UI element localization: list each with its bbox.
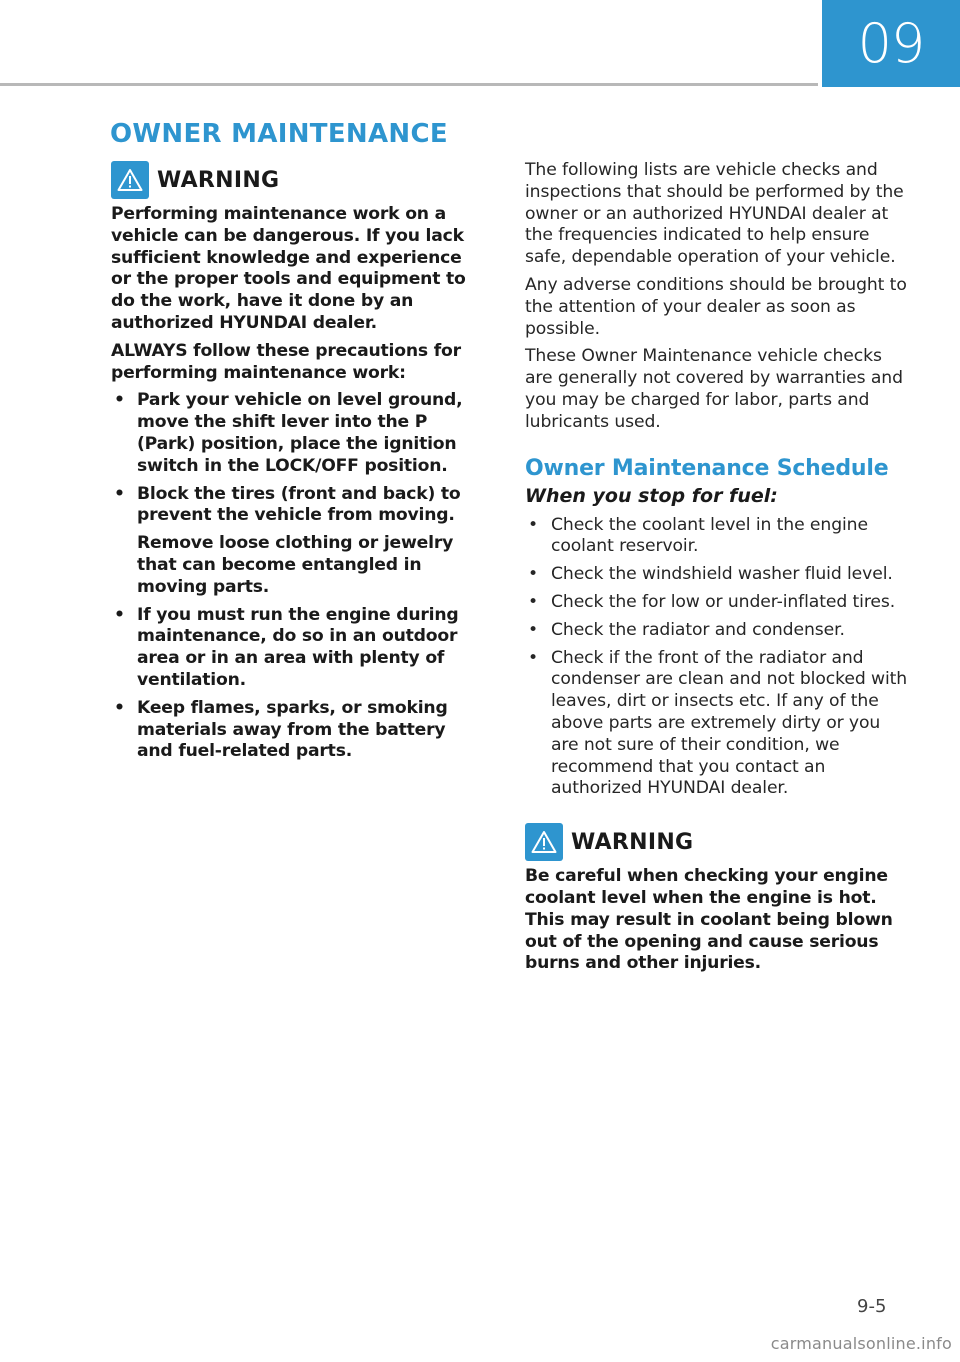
page-number: 9-5 (857, 1296, 887, 1317)
chapter-tab: 09 (822, 0, 960, 87)
list-item-text: Park your vehicle on level ground, move the shift lever into the P (Park) position, place the ignition switch in the LOCK/OFF position. (137, 390, 463, 476)
adverse-conditions-paragraph: Any adverse conditions should be brought to the attention of your dealer as soon as possible. (525, 274, 907, 339)
warning-intro: Performing maintenance work on a vehicle can be dangerous. If you lack sufficient knowledge and experience or the proper tools and equipment to do the work, have it done by an authorized HYUNDAI dealer. (111, 204, 466, 333)
list-item-text: If you must run the engine during maintenance, do so in an outdoor area or in an area with plenty of ventilation. (137, 604, 459, 690)
list-item-text: Block the tires (front and back) to prevent the vehicle from moving. (137, 483, 461, 526)
bullet-icon: • (528, 564, 539, 585)
warning-header (525, 822, 910, 862)
bullet-icon: • (114, 390, 125, 411)
warning-triangle-icon (525, 823, 563, 861)
coolant-warning-text: Be careful when checking your engine coolant level when the engine is hot. This may result in coolant being blown out of the opening and cause serious burns and other injuries. (525, 866, 893, 974)
list-item (111, 698, 486, 763)
bullet-icon: • (528, 619, 539, 640)
list-item (525, 592, 910, 614)
warning-triangle-icon (111, 161, 149, 199)
bullet-icon: • (114, 697, 125, 718)
list-item (525, 564, 910, 586)
list-item-text: Keep flames, sparks, or smoking materials away from the battery and fuel-related parts. (137, 697, 448, 762)
warranty-paragraph: These Owner Maintenance vehicle checks are generally not covered by warranties and you may be charged for labor, parts and lubricants used. (525, 346, 903, 432)
list-item-text: Check if the front of the radiator and condenser are clean and not blocked with leaves, dirt or insects etc. If any of the above parts are extremely dirty or you are not sure of their condition, we recommend that you contact an authorized HYUNDAI dealer. (551, 647, 908, 799)
warning-label: WARNING (571, 829, 694, 855)
list-continuation: Remove loose clothing or jewelry that can become entangled in moving parts. (137, 533, 454, 597)
bullet-icon: • (528, 514, 539, 535)
list-item (525, 648, 910, 801)
list-item (525, 515, 910, 559)
bullet-icon: • (528, 591, 539, 612)
warning-label: WARNING (157, 167, 280, 193)
list-item (111, 484, 486, 528)
bullet-icon: • (114, 483, 125, 504)
right-column (525, 160, 910, 981)
schedule-title: Owner Maintenance Schedule (525, 455, 889, 481)
list-item-text: Check the for low or under-inflated tires. (551, 591, 896, 612)
list-item (111, 605, 486, 692)
list-item-text: Check the windshield washer fluid level. (551, 564, 893, 585)
section-title: OWNER MAINTENANCE (110, 119, 448, 149)
precautions-intro: ALWAYS follow these precautions for performing maintenance work: (111, 340, 461, 383)
fuel-subtitle: When you stop for fuel: (525, 484, 778, 507)
intro-paragraph: The following lists are vehicle checks and inspections that should be performed by the owner or an authorized HYUNDAI dealer at the frequencies indicated to help ensure safe, dependable operation of your vehicle. (525, 160, 904, 268)
bullet-icon: • (528, 647, 539, 668)
precautions-list (111, 390, 486, 527)
list-item (111, 390, 486, 477)
left-column (111, 160, 486, 769)
warning-header (111, 160, 486, 200)
watermark: carmanualsonline.info (770, 1334, 952, 1353)
header-rule (0, 83, 818, 86)
list-item (525, 620, 910, 642)
bullet-icon: • (114, 604, 125, 625)
fuel-checklist (525, 515, 910, 801)
precautions-list-continued (111, 605, 486, 764)
list-item-text: Check the radiator and condenser. (551, 619, 845, 640)
list-item-text: Check the coolant level in the engine coolant reservoir. (551, 514, 868, 557)
